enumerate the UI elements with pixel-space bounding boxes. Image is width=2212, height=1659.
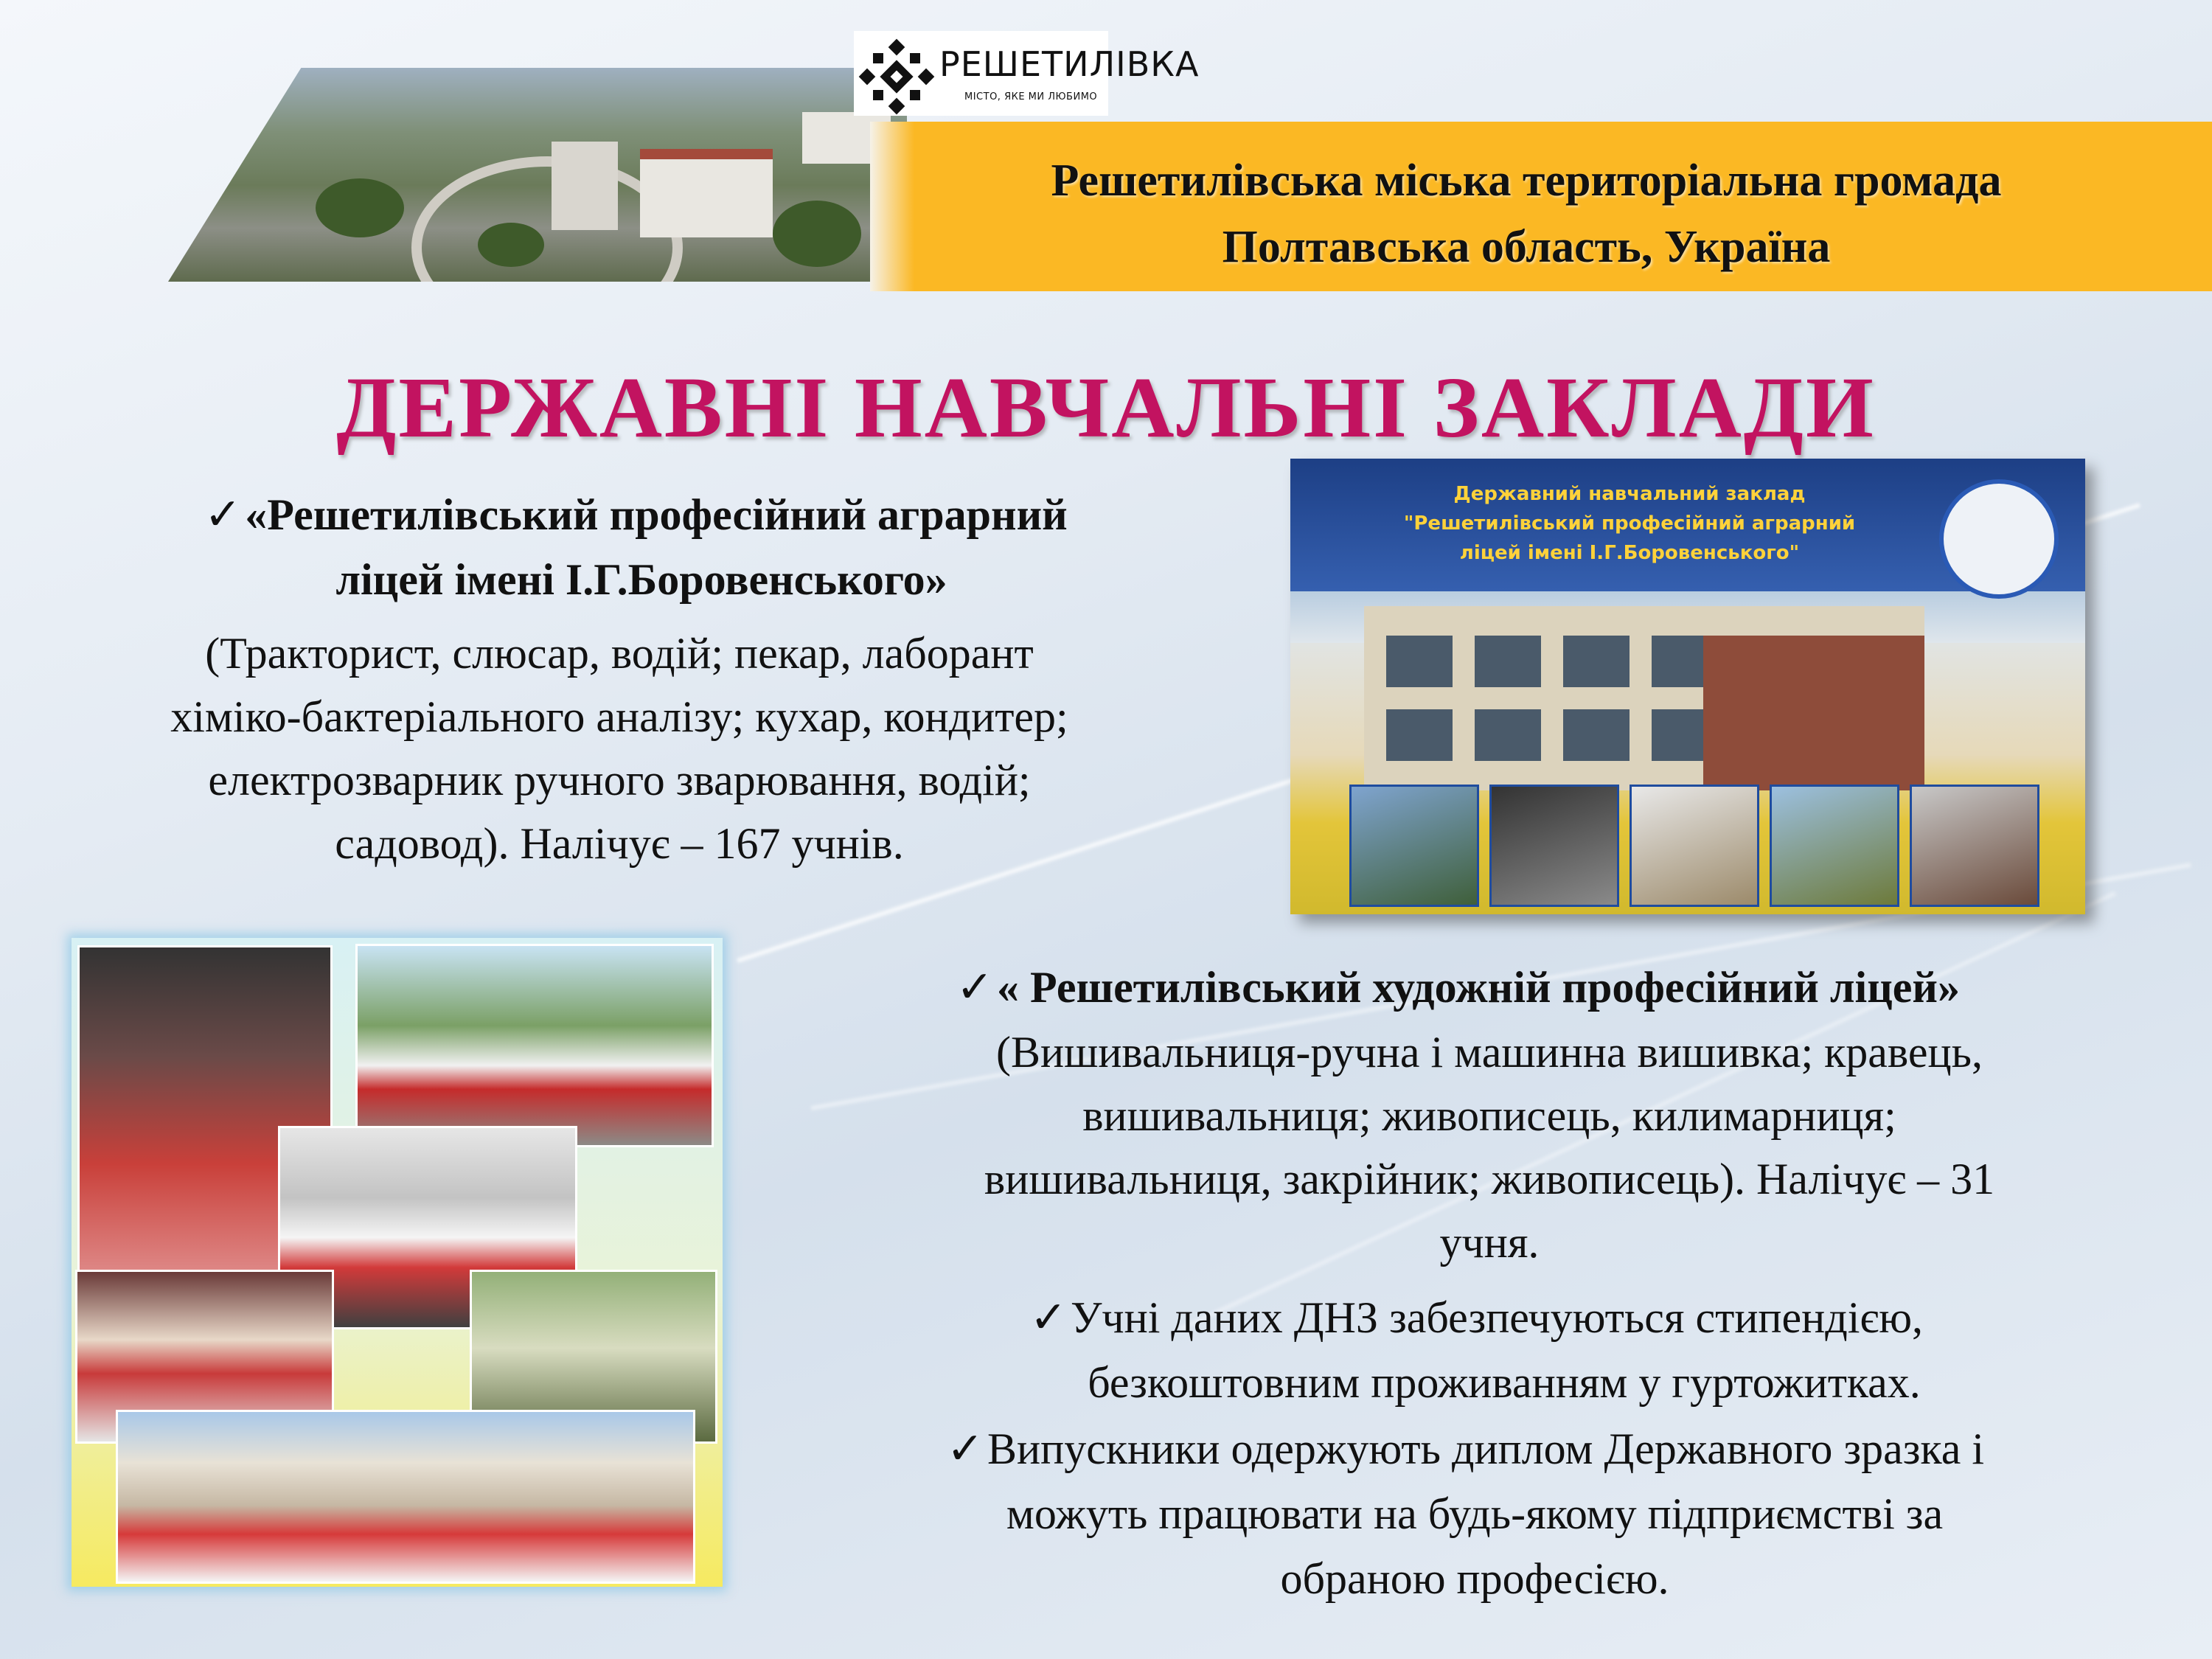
collage-photo [116, 1410, 695, 1584]
logo-slogan: МІСТО, ЯКЕ МИ ЛЮБИМО [964, 91, 1098, 102]
photo1-thumb [1770, 785, 1899, 907]
school2-desc-line: (Вишивальниця-ручна і машинна вишивка; кравець, [996, 1028, 1983, 1077]
school2-desc-line: вишивальниця; живописець, килимарниця; [1082, 1091, 1896, 1140]
bullet-diploma-line3: обраною професією. [1280, 1554, 1669, 1603]
bullet-diploma-line1 [774, 1417, 2153, 1481]
page-title: ДЕРЖАВНІ НАВЧАЛЬНІ ЗАКЛАДИ [336, 359, 1876, 456]
bullet-diploma-line2: можуть працювати на будь-якому підприємстві за [1006, 1489, 1944, 1538]
school1-desc-line: садовод). Налічує – 167 учнів. [335, 819, 904, 868]
checkmark-icon: ✓ [1029, 1292, 1068, 1343]
bullet-stipend-line1 [826, 1286, 2124, 1349]
school2-name [774, 956, 2138, 1019]
photo1-thumb [1489, 785, 1619, 907]
school1-desc-line: електрозварник ручного зварювання, водій; [208, 756, 1031, 804]
header-community-name: Решетилівська міська територіальна громада [1051, 156, 2002, 206]
photo1-thumb [1630, 785, 1759, 907]
checkmark-icon: ✓ [956, 961, 994, 1013]
header-town-photo [168, 68, 907, 282]
school1-name-text: «Решетилівський професійний аграрний [245, 490, 1068, 539]
logo-title: РЕШЕТИЛІВКА [939, 44, 1200, 84]
school2-desc-line: вишивальниця, закрійник; живописець). Налічує – 31 [984, 1155, 1995, 1203]
photo1-thumb [1910, 785, 2039, 907]
bullet-stipend-line2: безкоштовним проживанням у гуртожитках. [1088, 1358, 1921, 1407]
agrarian-lyceum-photo [1290, 459, 2085, 914]
embroidery-ornament-icon [858, 38, 935, 115]
art-lyceum-collage [72, 938, 723, 1587]
school2-name-text: « Решетилівський художній професійний ліцей» [997, 963, 1960, 1012]
bullet-text: Випускники одержують диплом Державного зразка і [987, 1425, 1985, 1473]
photo1-caption: Державний навчальний заклад "Решетилівський професійний аграрний ліцей імені І.Г.Боровенського" [1403, 483, 1856, 564]
lyceum-emblem-icon [1939, 479, 2059, 599]
collage-photo [355, 944, 714, 1147]
school1-desc-line: хіміко-бактеріального аналізу; кухар, кондитер; [170, 692, 1068, 741]
school1-desc-line: (Тракторист, слюсар, водій; пекар, лаборант [205, 629, 1034, 678]
school1-name-line1 [59, 483, 1209, 546]
header-region: Полтавська область, Україна [1222, 222, 1831, 272]
photo1-thumb [1349, 785, 1479, 907]
school2-desc-line: учня. [1439, 1218, 1540, 1267]
city-logo [854, 31, 1200, 116]
school1-name-line2: ліцей імені І.Г.Боровенського» [335, 555, 947, 604]
checkmark-icon: ✓ [946, 1423, 984, 1475]
checkmark-icon: ✓ [204, 489, 242, 540]
bullet-text: Учні даних ДНЗ забезпечуються стипендією, [1070, 1293, 1924, 1342]
